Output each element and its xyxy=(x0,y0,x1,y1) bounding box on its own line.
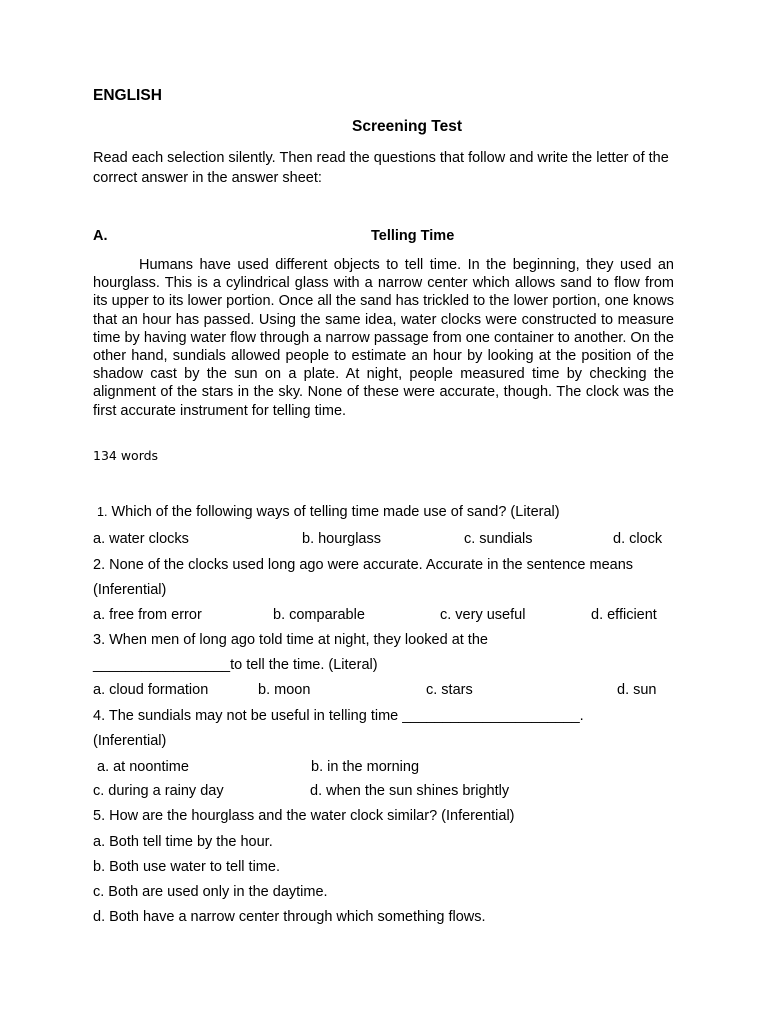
instructions: Read each selection silently. Then read the questions that follow and write the letter of the correct answer in the answer sheet: xyxy=(93,150,669,186)
choice-3d: d. sun xyxy=(617,682,657,698)
reading-passage: Humans have used different objects to tell time. In the beginning, they used an hourglass. This is a cylindrical glass with a narrow center which allows sand to flow from its upper to its lower portion. Once all the sand has trickled to the lower portion, one knows that an hour has passed. Using the same idea, water clocks were constructed to measure time by having water flow through a narrow passage from one container to another. On the other hand, sundials allowed people to estimate an hour by looking at the position of the shadow cast by the sun on a plate. At night, people measured time by checking the alignment of the stars in the sky. None of these were accurate, though. The clock was the first accurate instrument for telling time. xyxy=(93,257,674,419)
question-4-text: 4. The sundials may not be useful in telling time ______________________. xyxy=(93,708,584,724)
question-1-text: Which of the following ways of telling time made use of sand? (Literal) xyxy=(107,504,560,520)
choice-2b: b. comparable xyxy=(273,607,365,623)
choice-5c: c. Both are used only in the daytime. xyxy=(93,884,328,900)
section-title: Telling Time xyxy=(371,228,455,244)
choice-4a: a. at noontime xyxy=(97,759,189,775)
question-5-text: 5. How are the hourglass and the water clock similar? (Inferential) xyxy=(93,808,515,824)
choice-1b: b. hourglass xyxy=(302,531,381,547)
choice-2c: c. very useful xyxy=(440,607,526,623)
choice-2d: d. efficient xyxy=(591,607,657,623)
question-1 xyxy=(97,503,560,521)
word-count: 134 words xyxy=(93,448,159,463)
choice-5d: d. Both have a narrow center through which something flows. xyxy=(93,909,486,925)
question-4-type: (Inferential) xyxy=(93,733,167,749)
choice-3b: b. moon xyxy=(258,682,311,698)
choice-1a: a. water clocks xyxy=(93,531,189,547)
choice-4b: b. in the morning xyxy=(311,759,420,775)
choice-2a: a. free from error xyxy=(93,607,202,623)
choice-3c: c. stars xyxy=(426,682,473,698)
choice-5a: a. Both tell time by the hour. xyxy=(93,834,273,850)
choice-1d: d. clock xyxy=(613,531,663,547)
question-2-type: (Inferential) xyxy=(93,582,167,598)
choice-3a: a. cloud formation xyxy=(93,682,209,698)
page-title: Screening Test xyxy=(352,118,462,135)
section-letter: A. xyxy=(93,228,108,244)
question-3-blank: _________________to tell the time. (Literal) xyxy=(93,657,378,673)
question-1-number: 1. xyxy=(97,505,108,519)
choice-4d: d. when the sun shines brightly xyxy=(310,783,510,799)
question-3-text: 3. When men of long ago told time at night, they looked at the xyxy=(93,632,488,648)
choice-4c: c. during a rainy day xyxy=(93,783,224,799)
choice-5b: b. Both use water to tell time. xyxy=(93,859,280,875)
choice-1c: c. sundials xyxy=(464,531,533,547)
question-2-text: 2. None of the clocks used long ago were accurate. Accurate in the sentence means xyxy=(93,557,634,573)
subject-heading: ENGLISH xyxy=(93,87,162,104)
